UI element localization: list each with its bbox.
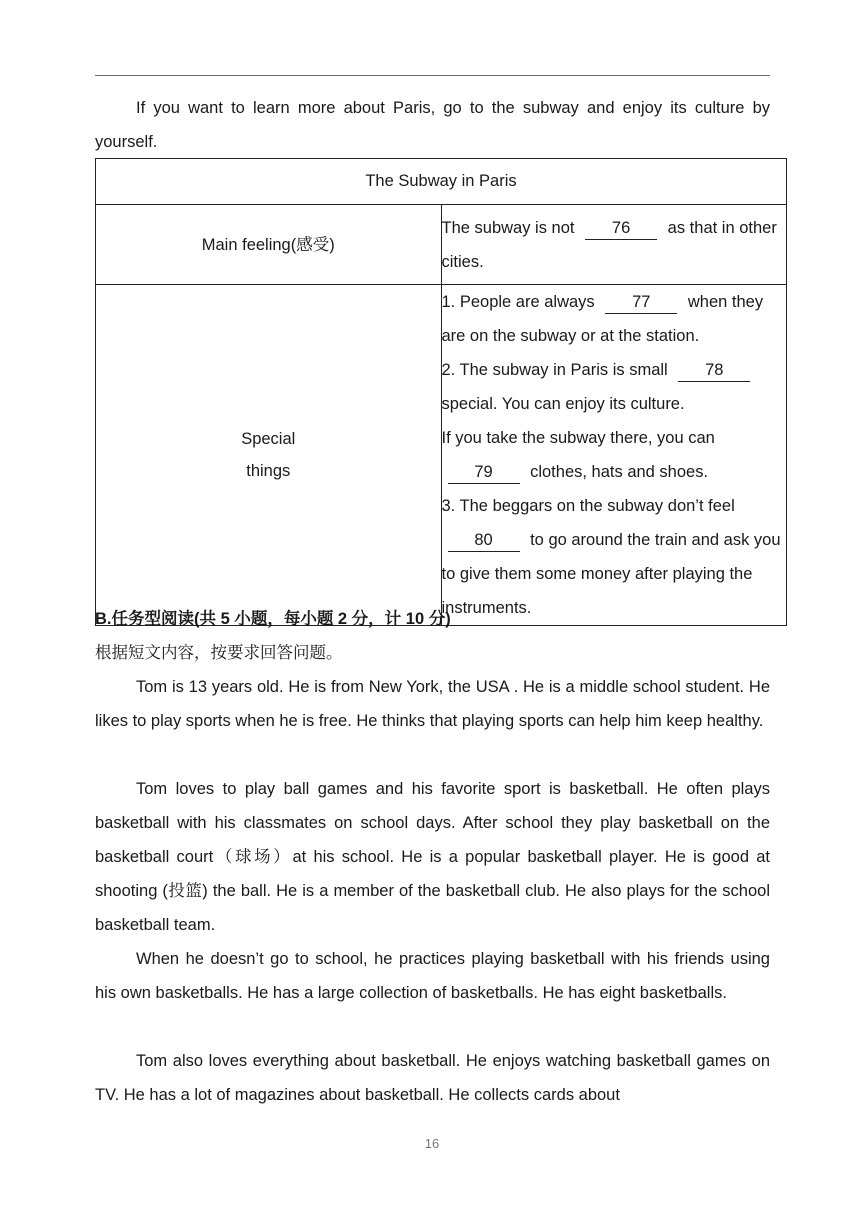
item-2b: If you take the subway there, you can 79 clothes, hats and shoes. xyxy=(442,421,787,489)
paragraph-1: Tom is 13 years old. He is from New York, the USA . He is a middle school student. He likes to play sports when he is free. He thinks that playing sports can help him keep healthy. xyxy=(95,678,770,730)
text-segment: as that in other cities. xyxy=(441,218,777,271)
item-3: 3. The beggars on the subway don’t feel 80 to go around the train and ask you to give them some money after playing the instruments. xyxy=(441,497,781,617)
answer-blank-79: 79 xyxy=(448,461,520,484)
main-feeling-label: Main feeling(感受) xyxy=(96,205,442,285)
item-1: 1. People are always 77 when they are on the subway or at the station. xyxy=(441,293,764,345)
paragraph-2: Tom loves to play ball games and his favorite sport is basketball. He often plays basketball with his classmates on school days. After school they play basketball on the basketball court（球场）at his school. He is a popular basketball player. He is good at shooting (投篮) the ball. He is a member of the basketball club. He also plays for the school basketball team. xyxy=(95,780,770,934)
header-rule xyxy=(95,75,770,76)
section-instruction: 根据短文内容，按要求回答问题。 xyxy=(95,644,343,662)
section-heading: B.任务型阅读(共 5 小题，每小题 2 分，计 10 分) xyxy=(95,610,451,628)
paragraph-3: When he doesn’t go to school, he practices playing basketball with his friends using his own basketballs. He has a large collection of basketballs. He has eight basketballs. xyxy=(95,950,770,1002)
special-things-label: Special things xyxy=(96,285,442,626)
intro-paragraph: If you want to learn more about Paris, go to the subway and enjoy its culture by yourself. xyxy=(95,99,770,151)
answer-blank-80: 80 xyxy=(448,529,520,552)
subway-table xyxy=(95,158,787,626)
main-feeling-content xyxy=(441,205,787,285)
answer-blank-76: 76 xyxy=(585,217,657,240)
page-number: 16 xyxy=(424,1136,440,1151)
item-2: 2. The subway in Paris is small 78 special. You can enjoy its culture. xyxy=(442,353,787,421)
text-segment: The subway is not xyxy=(441,218,575,237)
answer-blank-78: 78 xyxy=(678,359,750,382)
paragraph-4: Tom also loves everything about basketball. He enjoys watching basketball games on TV. He has a lot of magazines about basketball. He collects cards about xyxy=(95,1052,770,1104)
table-title: The Subway in Paris xyxy=(96,159,787,205)
special-things-content xyxy=(441,285,787,626)
answer-blank-77: 77 xyxy=(605,291,677,314)
